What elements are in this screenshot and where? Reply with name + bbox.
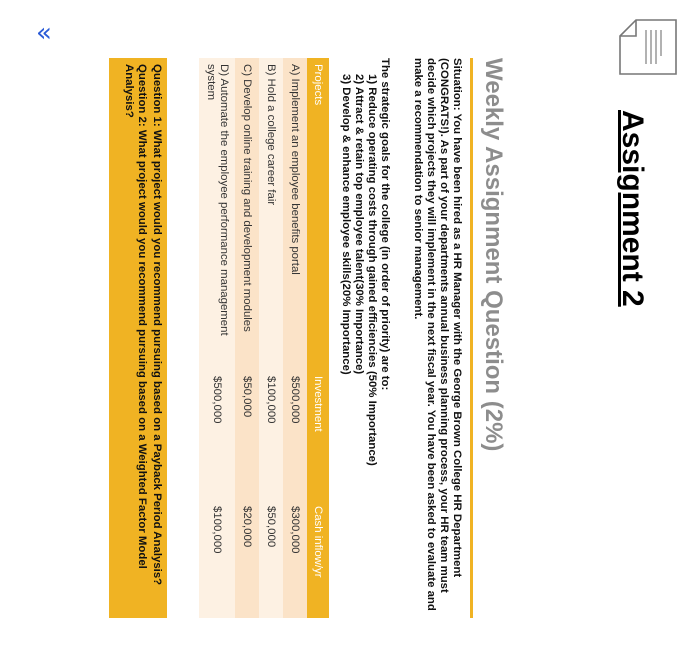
cash-inflow-cell: $100,000 <box>199 500 235 618</box>
investment-cell: $50,000 <box>235 370 259 500</box>
goals-intro: The strategic goals for the college (in order of priority) are to: <box>379 58 391 391</box>
project-cell: A) Implement an employee benefits portal <box>283 58 307 370</box>
document-icon <box>612 8 684 80</box>
goal-item: 2) Attract & retain top employee talent(30% Importance) <box>353 74 365 375</box>
investment-cell: $500,000 <box>283 370 307 500</box>
cash-inflow-cell: $20,000 <box>235 500 259 618</box>
investment-cell: $100,000 <box>259 370 283 500</box>
page-title: Assignment 2 <box>616 110 649 307</box>
back-chevron-icon[interactable]: « <box>36 18 52 48</box>
projects-table <box>199 58 329 618</box>
question-2: Question 2: What project would you recommend pursuing based on a Weighted Factor Model Analysis? <box>123 64 148 569</box>
slide-heading: Weekly Assignment Question (2%) <box>480 58 507 452</box>
heading-rule <box>470 58 473 618</box>
table-row <box>259 58 283 618</box>
header-cash-inflow: Cash inflow/yr <box>307 500 329 618</box>
project-cell: C) Develop online training and development modules <box>235 58 259 370</box>
table-header-row <box>307 58 329 618</box>
table-row <box>235 58 259 618</box>
goal-item: 3) Develop & enhance employee skills(20% Importance) <box>340 74 352 375</box>
project-cell: B) Hold a college career fair <box>259 58 283 370</box>
investment-cell: $500,000 <box>199 370 235 500</box>
header-investment: Investment <box>307 370 329 500</box>
cash-inflow-cell: $300,000 <box>283 500 307 618</box>
project-cell: D) Automate the employee performance management system <box>199 58 235 370</box>
goal-item: 1) Reduce operating costs through gained efficiencies (50% Importance) <box>366 74 378 466</box>
situation-text: Situation: You have been hired as a HR Manager with the George Brown College HR Department (CONGRATS!). As part of your departments annual business planning process, your HR team must decide which projects they will implement in the next fiscal year. You have been asked to evaluate and make a recommendation to senior management. <box>412 58 463 611</box>
question-1: Question 1: What project would you recommend pursuing based on a Payback Period Analysis? <box>151 64 163 586</box>
slide <box>75 58 515 618</box>
table-row <box>283 58 307 618</box>
header-projects: Projects <box>307 58 329 370</box>
table-row <box>199 58 235 618</box>
questions-box <box>109 58 167 618</box>
cash-inflow-cell: $50,000 <box>259 500 283 618</box>
